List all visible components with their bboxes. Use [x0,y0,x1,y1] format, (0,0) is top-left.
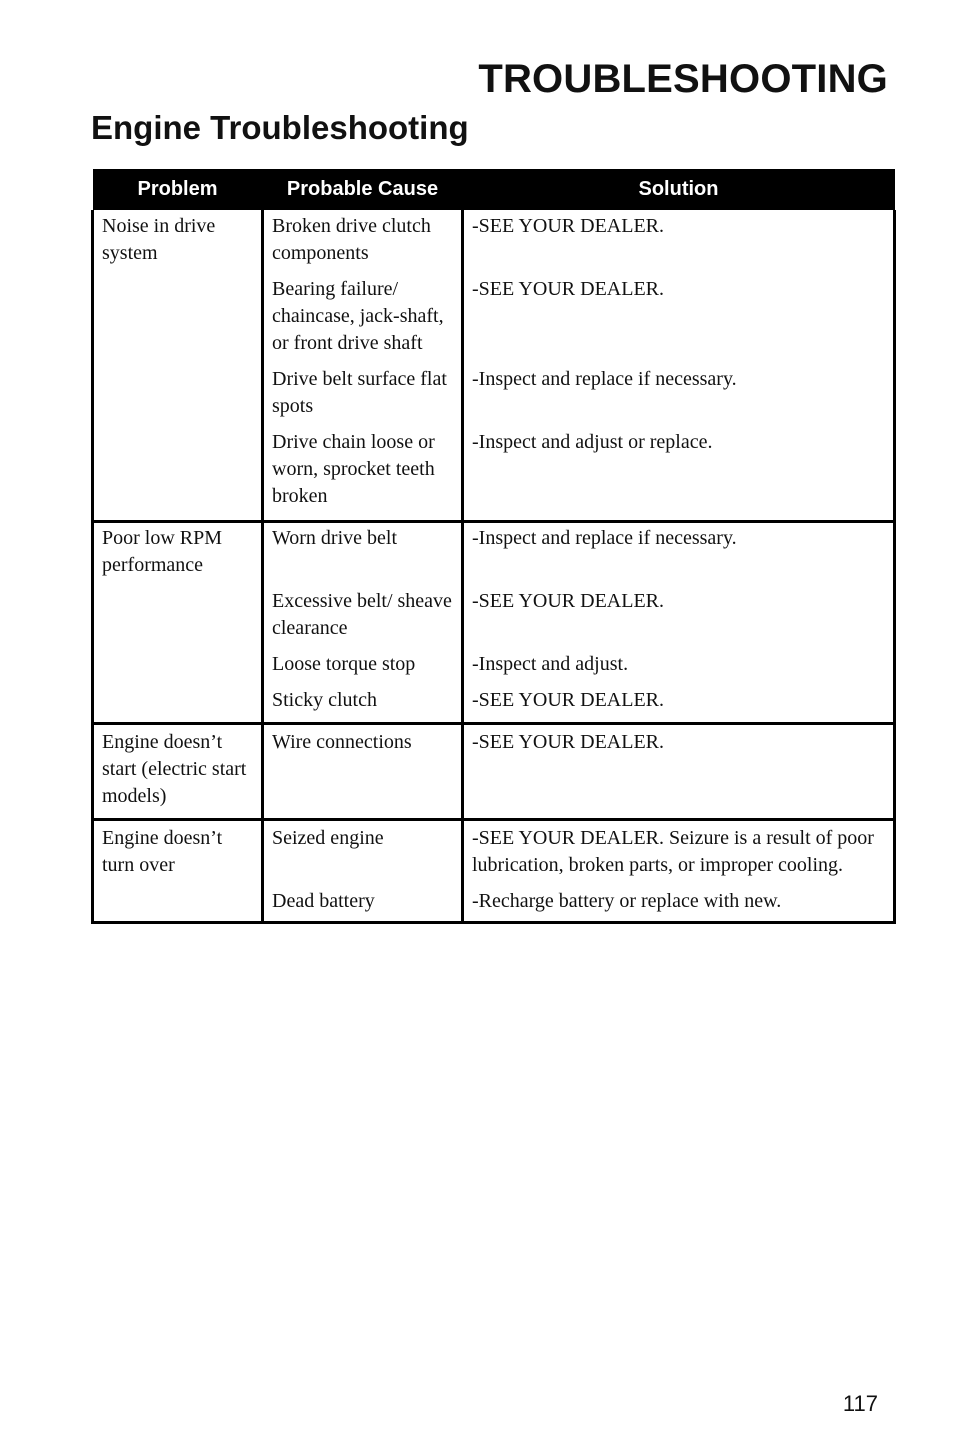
section-title: Engine Troubleshooting [91,109,469,146]
problem-cell [93,684,263,724]
cause-cell: Dead battery [263,885,463,923]
table-row [93,820,895,886]
cause-cell: Drive belt surface flat spots [263,363,463,426]
problem-cell [93,363,263,426]
cause-cell: Loose torque stop [263,648,463,684]
solution-cell: -Inspect and replace if necessary. [463,522,895,586]
table-row [93,522,895,586]
chapter-title: TROUBLESHOOTING [478,57,888,101]
problem-cell [93,426,263,522]
problem-cell: Engine doesn’t turn over [93,820,263,886]
problem-cell [93,273,263,363]
column-header-problem: Problem [93,169,263,210]
table-row [93,724,895,820]
solution-cell: -Inspect and adjust. [463,648,895,684]
cause-cell: Wire connections [263,724,463,820]
table-header [93,169,895,210]
table-row [93,585,895,648]
cause-cell: Sticky clutch [263,684,463,724]
solution-cell: -SEE YOUR DEALER. [463,273,895,363]
table-row [93,426,895,522]
cause-cell: Seized engine [263,820,463,886]
table-row [93,273,895,363]
problem-cell: Noise in drive system [93,210,263,273]
solution-cell: -SEE YOUR DEALER. [463,724,895,820]
cause-cell: Broken drive clutch components [263,210,463,273]
cause-cell: Drive chain loose or worn, sprocket teeth broken [263,426,463,522]
table-row [93,885,895,923]
cause-cell: Bearing failure/ chaincase, jack-shaft, or front drive shaft [263,273,463,363]
solution-cell: -SEE YOUR DEALER. Seizure is a result of poor lubrication, broken parts, or improper cooling. [463,820,895,886]
cause-cell: Worn drive belt [263,522,463,586]
solution-cell: -Recharge battery or replace with new. [463,885,895,923]
solution-cell: -SEE YOUR DEALER. [463,585,895,648]
problem-cell: Poor low RPM performance [93,522,263,586]
column-header-probable-cause: Probable Cause [263,169,463,210]
cause-cell: Excessive belt/ sheave clearance [263,585,463,648]
column-header-solution: Solution [463,169,895,210]
page-number: 117 [842,1391,878,1416]
problem-cell [93,648,263,684]
table-row [93,648,895,684]
table-row [93,210,895,273]
solution-cell: -Inspect and adjust or replace. [463,426,895,522]
problem-cell [93,585,263,648]
problem-cell [93,885,263,923]
engine-troubleshooting-table [91,169,896,924]
solution-cell: -SEE YOUR DEALER. [463,210,895,273]
problem-cell: Engine doesn’t start (electric start models) [93,724,263,820]
solution-cell: -SEE YOUR DEALER. [463,684,895,724]
table-row [93,684,895,724]
solution-cell: -Inspect and replace if necessary. [463,363,895,426]
table-row [93,363,895,426]
